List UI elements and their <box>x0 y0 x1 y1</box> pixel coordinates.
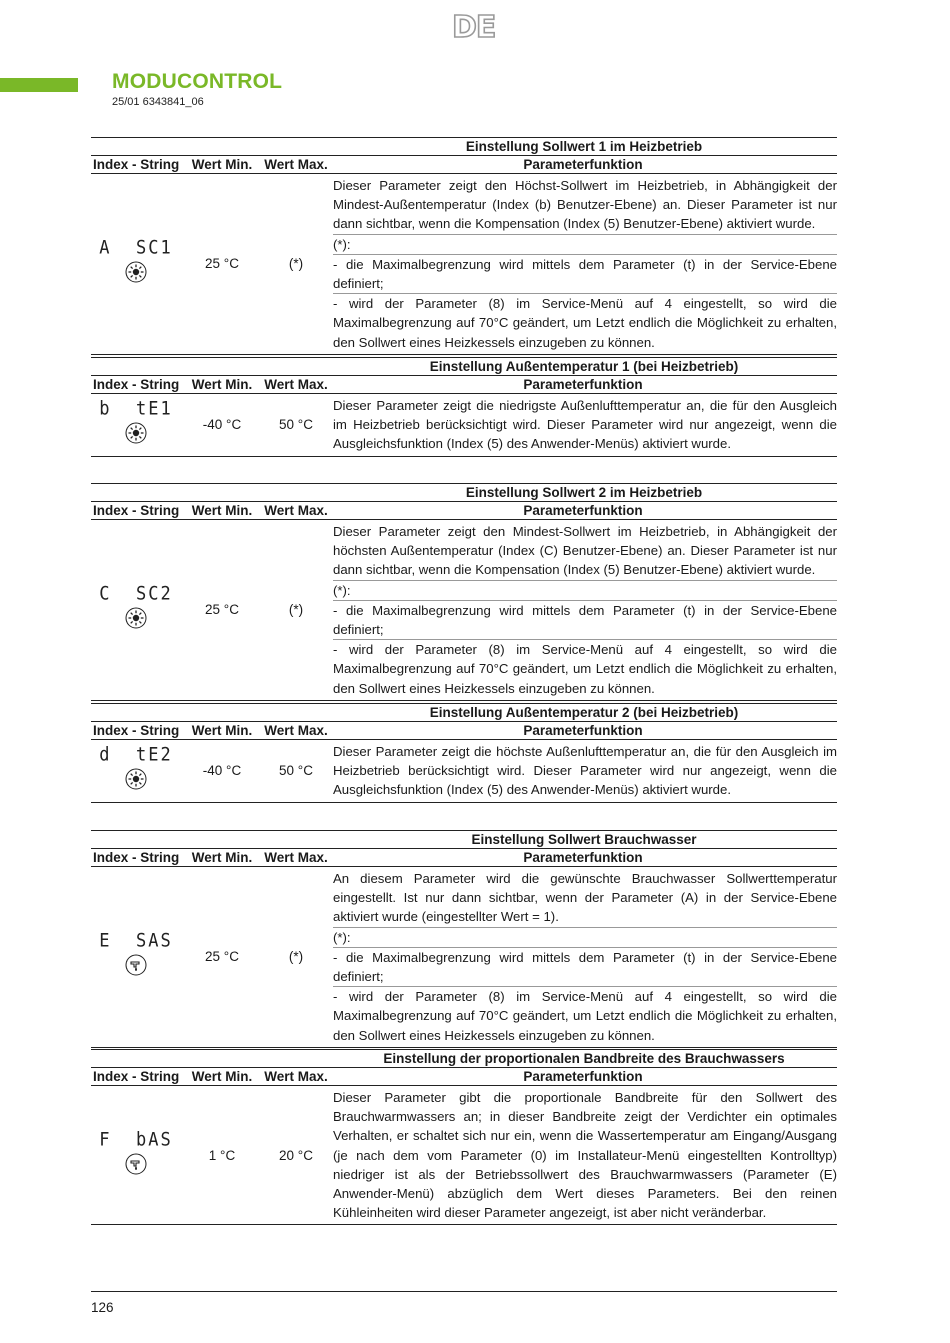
description-paragraph: Dieser Parameter zeigt den Höchst-Sollwert im Heizbetrieb, in Abhängigkeit der Mindest-Außentemperatur (Index (b) Benutzer-Ebene) an. Dieser Parameter ist nur dann sichtbar, wenn die Kompensation (Index (5) Benutzer-Ebene) aktiviert wurde. <box>333 176 837 235</box>
sun-icon <box>125 768 147 795</box>
block-title: Einstellung Außentemperatur 1 (bei Heizbetrieb) <box>91 357 837 375</box>
block-title: Einstellung Sollwert 1 im Heizbetrieb <box>91 137 837 155</box>
parameter-block <box>91 703 837 803</box>
block-title: Einstellung Sollwert 2 im Heizbetrieb <box>91 483 837 501</box>
table-header <box>91 1067 837 1085</box>
header-min: Wert Min. <box>191 503 253 518</box>
header-index: Index - String <box>93 377 180 392</box>
min-value: 25 °C <box>205 602 239 618</box>
table-row <box>91 1085 837 1224</box>
description-paragraph: (*): <box>333 581 837 601</box>
table-header <box>91 375 837 393</box>
header-min: Wert Min. <box>191 377 253 392</box>
description-paragraph: - die Maximalbegrenzung wird mittels dem Parameter (t) in der Service-Ebene definiert; <box>333 255 837 294</box>
parameter-block <box>91 483 837 701</box>
table-row <box>91 173 837 354</box>
max-value: (*) <box>288 602 304 618</box>
header-index: Index - String <box>93 723 180 738</box>
parameter-block <box>91 1049 837 1225</box>
max-value: (*) <box>288 949 304 965</box>
index-code: b tE1 <box>99 398 173 421</box>
description-paragraph: Dieser Parameter zeigt die höchste Außenlufttemperatur an, die für den Ausgleich im Heizbetrieb berücksichtigt wird. Dieser Parameter wird nur angezeigt, wenn die Ausgleichsfunktion (Index (5) des Anwender-Menüs) aktiviert wurde. <box>333 744 837 798</box>
max-value: 50 °C <box>279 763 313 779</box>
language-badge: DE <box>452 10 496 45</box>
index-code: C SC2 <box>99 583 173 606</box>
min-value: 1 °C <box>208 1147 236 1163</box>
index-code: E SAS <box>99 930 173 953</box>
tap-icon <box>125 954 147 981</box>
header-max: Wert Max. <box>264 850 328 865</box>
table-header <box>91 848 837 866</box>
description-paragraph: (*): <box>333 235 837 255</box>
header-max: Wert Max. <box>264 377 328 392</box>
brand-accent-bar <box>0 78 78 92</box>
header-max: Wert Max. <box>264 503 328 518</box>
table-row <box>91 519 837 700</box>
description-paragraph: - die Maximalbegrenzung wird mittels dem Parameter (t) in der Service-Ebene definiert; <box>333 601 837 640</box>
header-max: Wert Max. <box>264 157 328 172</box>
index-cell <box>91 867 181 1047</box>
header-min: Wert Min. <box>191 850 253 865</box>
table-row <box>91 866 837 1047</box>
index-code: A SC1 <box>99 237 173 260</box>
max-value: (*) <box>288 256 304 272</box>
min-value: -40 °C <box>202 417 242 433</box>
index-cell <box>91 394 181 456</box>
parameter-description <box>329 867 837 1047</box>
index-code: F bAS <box>99 1128 173 1151</box>
tap-icon <box>125 1153 147 1180</box>
header-function: Parameterfunktion <box>523 723 643 738</box>
description-paragraph: - die Maximalbegrenzung wird mittels dem Parameter (t) in der Service-Ebene definiert; <box>333 948 837 987</box>
header-function: Parameterfunktion <box>523 850 643 865</box>
table-header <box>91 155 837 173</box>
header-index: Index - String <box>93 850 180 865</box>
page-number: 126 <box>91 1300 114 1315</box>
header-max: Wert Max. <box>264 1069 328 1084</box>
parameter-description <box>329 520 837 700</box>
index-cell <box>91 740 181 802</box>
min-value: 25 °C <box>205 949 239 965</box>
table-row <box>91 739 837 802</box>
header-function: Parameterfunktion <box>523 157 643 172</box>
max-value: 50 °C <box>279 417 313 433</box>
description-paragraph: Dieser Parameter zeigt den Mindest-Sollwert im Heizbetrieb, in Abhängigkeit der höchsten Außentemperatur (Index (C) Benutzer-Ebene) an. Dieser Parameter ist nur dann sichtbar, wenn die Kompensation (Index (5) Benutzer-Ebene) aktiviert wurde. <box>333 522 837 581</box>
parameter-block <box>91 830 837 1048</box>
header-function: Parameterfunktion <box>523 503 643 518</box>
index-cell <box>91 174 181 354</box>
min-value: -40 °C <box>202 763 242 779</box>
header-max: Wert Max. <box>264 723 328 738</box>
index-cell <box>91 1086 181 1224</box>
header-min: Wert Min. <box>191 1069 253 1084</box>
sun-icon <box>125 607 147 634</box>
table-header <box>91 501 837 519</box>
header-function: Parameterfunktion <box>523 1069 643 1084</box>
parameter-block <box>91 357 837 457</box>
parameter-description <box>329 740 837 802</box>
parameter-block <box>91 137 837 355</box>
table-row <box>91 393 837 456</box>
header-index: Index - String <box>93 503 180 518</box>
block-title: Einstellung der proportionalen Bandbreite des Brauchwassers <box>91 1049 837 1067</box>
description-paragraph: (*): <box>333 928 837 948</box>
parameter-description <box>329 174 837 354</box>
header-index: Index - String <box>93 157 180 172</box>
footer-divider <box>91 1291 837 1292</box>
description-paragraph: - wird der Parameter (8) im Service-Menü auf 4 eingestellt, so wird die Maximalbegrenzung auf 70°C geändert, um Letzt endlich die Möglichkeit zu erhalten, den Sollwert eines Heizkessels einzugeben zu können. <box>333 296 837 350</box>
document-number: 25/01 6343841_06 <box>112 96 204 108</box>
description-paragraph: - wird der Parameter (8) im Service-Menü auf 4 eingestellt, so wird die Maximalbegrenzung auf 70°C geändert, um Letzt endlich die Möglichkeit zu erhalten, den Sollwert eines Heizkessels einzugeben zu können. <box>333 989 837 1043</box>
parameter-description <box>329 1086 837 1224</box>
max-value: 20 °C <box>279 1147 313 1163</box>
block-title: Einstellung Sollwert Brauchwasser <box>91 830 837 848</box>
sun-icon <box>125 422 147 449</box>
block-title: Einstellung Außentemperatur 2 (bei Heizbetrieb) <box>91 703 837 721</box>
description-paragraph: Dieser Parameter zeigt die niedrigste Außenlufttemperatur an, die für den Ausgleich im Heizbetrieb berücksichtigt wird. Dieser Parameter wird nur angezeigt, wenn die Ausgleichsfunktion (Index (5) des Anwender-Menüs) aktiviert wurde. <box>333 398 837 452</box>
brand-title: MODUCONTROL <box>112 70 283 93</box>
header-function: Parameterfunktion <box>523 377 643 392</box>
parameter-description <box>329 394 837 456</box>
description-paragraph: Dieser Parameter gibt die proportionale Bandbreite für den Sollwert des Brauchwarmwassers an; in dieser Bandbreite zeigt der Verdichter ein optimales Verhalten, er schaltet sich nur ein, wenn die Wassertemperatur am Eingang/Ausgang (je nach dem vom Parameter (0) im Installateur-Menü eingestellten Kontrolltyp) niedriger ist als der Betriebssollwert des Brauchwarmwassers (Parameter (E) Anwender-Menü) abzüglich dem Wert dieses Parameters. Bei den reinen Kühleinheiten wird dieser Parameter angezeigt, ist aber nicht veränderbar. <box>333 1090 837 1221</box>
index-code: d tE2 <box>99 744 173 767</box>
header-min: Wert Min. <box>191 157 253 172</box>
header-index: Index - String <box>93 1069 180 1084</box>
header-min: Wert Min. <box>191 723 253 738</box>
description-paragraph: - wird der Parameter (8) im Service-Menü auf 4 eingestellt, so wird die Maximalbegrenzung auf 70°C geändert, um Letzt endlich die Möglichkeit zu erhalten, den Sollwert eines Heizkessels einzugeben zu können. <box>333 642 837 696</box>
description-paragraph: An diesem Parameter wird die gewünschte Brauchwasser Sollwerttemperatur eingestellt. Ist nur dann sichtbar, wenn der Parameter (A) in der Service-Ebene aktiviert wurde (eingestellter Wert = 1). <box>333 869 837 928</box>
min-value: 25 °C <box>205 256 239 272</box>
table-header <box>91 721 837 739</box>
sun-icon <box>125 261 147 288</box>
index-cell <box>91 520 181 700</box>
